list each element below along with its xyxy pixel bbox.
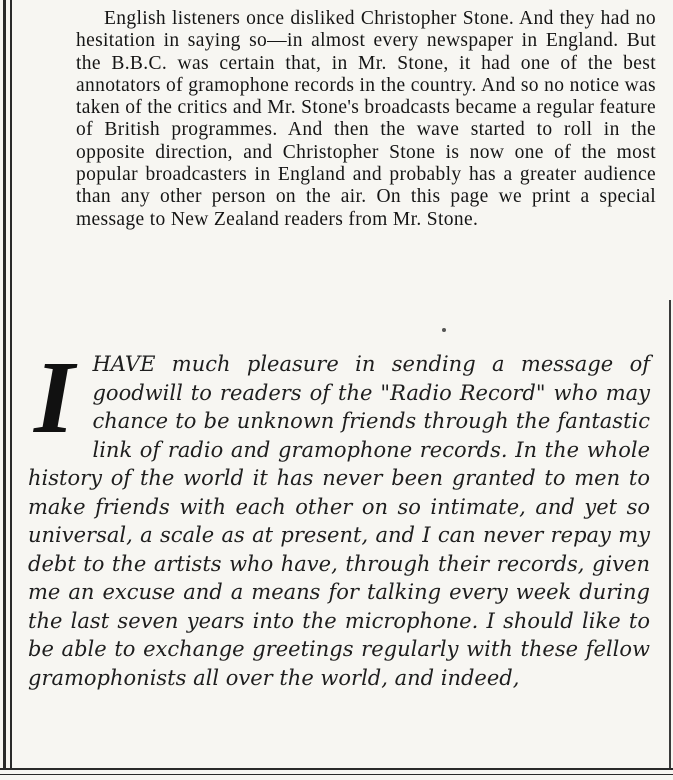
separator-dot	[442, 328, 446, 332]
intro-paragraph-block	[76, 8, 656, 231]
left-column-rule-outer	[3, 0, 6, 770]
left-column-rule-inner	[10, 0, 12, 770]
bottom-rule-thin	[0, 774, 673, 775]
drop-cap: I	[34, 340, 75, 455]
message-block	[28, 340, 650, 692]
intro-paragraph: English listeners once disliked Christopher Stone. And they had no hesitation in saying so—in almost every newspaper in England. But the B.B.C. was certain that, in Mr. Stone, it had one of the best annotators of gramophone records in the country. And so no notice was taken of the critics and Mr. Stone's broadcasts became a regular feature of British programmes. And then the wave started to roll in the opposite direction, and Christopher Stone is now one of the most popular broadcasters in England and probably has a greater audience than any other person on the air. On this page we print a special message to New Zealand readers from Mr. Stone.	[76, 8, 656, 230]
bottom-rule	[0, 768, 673, 770]
right-column-rule	[669, 300, 671, 770]
message-paragraph: HAVE much pleasure in sending a message of goodwill to readers of the "Radio Record" who may chance to be unknown friends through the fantastic link of radio and gramophone records. In the whole history of the world it has never been granted to men to make friends with each other on so intimate, and yet so universal, a scale as at present, and I can never repay my debt to the artists who have, through their records, given me an excuse and a means for talking every week during the last seven years into the microphone. I should like to be able to exchange greetings regularly with these fellow gramophonists all over the world, and indeed,	[28, 352, 650, 690]
